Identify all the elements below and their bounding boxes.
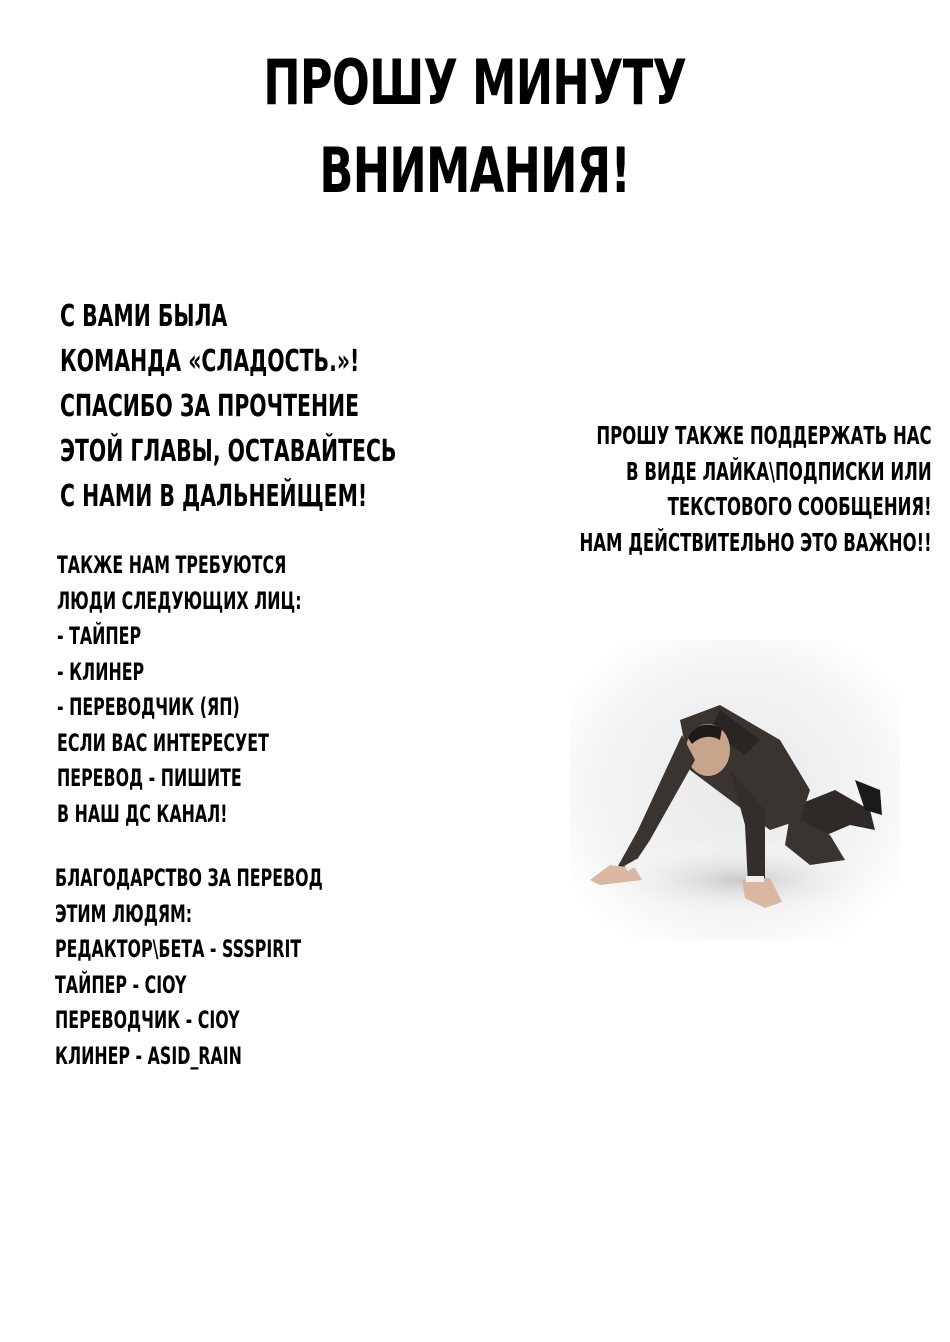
support-line: ПРОШУ ТАКЖЕ ПОДДЕРЖАТЬ НАС [596, 421, 932, 450]
page-title-line-2: ВНИМАНИЯ! [319, 134, 631, 207]
kneeling-man-figure [570, 640, 900, 940]
recruit-line: ЕСЛИ ВАС ИНТЕРЕСУЕТ [57, 728, 269, 757]
recruit-block [57, 548, 428, 832]
support-line: ТЕКСТОВОГО СООБЩЕНИЯ! [667, 492, 932, 521]
page-title-line-1: ПРОШУ МИНУТУ [263, 46, 687, 119]
support-line: В ВИДЕ ЛАЙКА\ПОДПИСКИ ИЛИ [626, 456, 932, 486]
credits-line: РЕДАКТОР\БЕТА - SSSPIRIT [55, 935, 302, 963]
credits-line: ТАЙПЕР - CIOY [55, 970, 187, 999]
support-block [398, 418, 932, 560]
thanks-line: СПАСИБО ЗА ПРОЧТЕНИЕ [60, 389, 360, 424]
thanks-line: С НАМИ В ДАЛЬНЕЙЩЕМ! [60, 479, 368, 514]
credits-line: ПЕРЕВОДЧИК - CIOY [55, 1006, 240, 1034]
support-line: НАМ ДЕЙСТВИТЕЛЬНО ЭТО ВАЖНО!! [579, 527, 932, 557]
recruit-line: В НАШ ДС КАНАЛ! [57, 799, 228, 828]
credits-line: ЭТИМ ЛЮДЯМ: [55, 899, 193, 928]
credits-line: КЛИНЕР - ASID_RAIN [55, 1041, 242, 1070]
recruit-line: ТАКЖЕ НАМ ТРЕБУЮТСЯ [57, 551, 287, 579]
credits-line: БЛАГОДАРСТВО ЗА ПЕРЕВОД [55, 864, 323, 892]
recruit-line: ЛЮДИ СЛЕДУЮЩИХ ЛИЦ: [57, 586, 302, 615]
thanks-line: ЭТОЙ ГЛАВЫ, ОСТАВАЙТЕСЬ [60, 434, 397, 469]
thanks-line: КОМАНДА «СЛАДОСТЬ.»! [60, 344, 360, 379]
recruit-line: - КЛИНЕР [57, 657, 145, 686]
recruit-line: - ТАЙПЕР [57, 622, 142, 650]
thanks-line: С ВАМИ БЫЛА [60, 299, 228, 334]
credits-block [55, 861, 461, 1074]
recruit-line: ПЕРЕВОД - ПИШИТЕ [57, 764, 242, 792]
recruit-line: - ПЕРЕВОДЧИК (ЯП) [57, 693, 240, 721]
kneeling-man-icon [570, 640, 900, 940]
